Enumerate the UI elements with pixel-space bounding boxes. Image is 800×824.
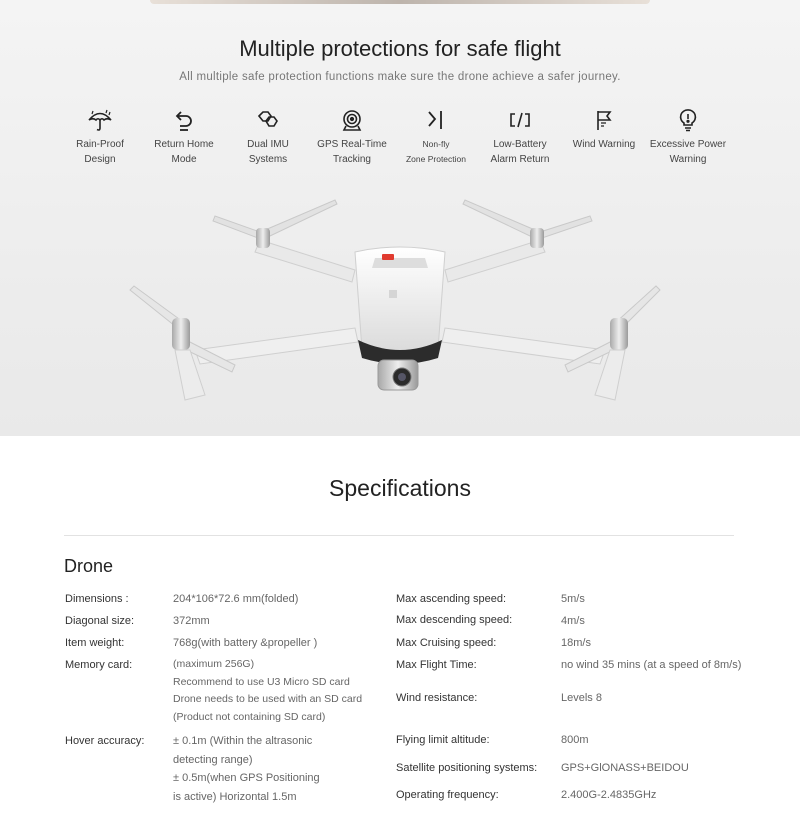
flight-time-label: Max Flight Time: bbox=[396, 659, 477, 671]
drone-image bbox=[120, 190, 680, 430]
gps-target-icon bbox=[340, 108, 364, 132]
dimensions-value: 204*106*72.6 mm(folded) bbox=[173, 593, 299, 605]
feature-gps-tracking bbox=[310, 108, 394, 167]
wind-label: Wind resistance: bbox=[396, 692, 478, 704]
section-divider bbox=[64, 535, 734, 536]
weight-value: 768g(with battery &propeller ) bbox=[173, 637, 318, 649]
weight-label: Item weight: bbox=[65, 637, 125, 649]
feature-dual-imu bbox=[226, 108, 310, 167]
dual-hexagon-icon bbox=[254, 108, 282, 132]
umbrella-icon bbox=[87, 108, 113, 132]
low-battery-icon bbox=[507, 108, 533, 132]
satellite-label: Satellite positioning systems: bbox=[396, 762, 538, 774]
flight-time-value: no wind 35 mins (at a speed of 8m/s) bbox=[561, 659, 742, 671]
memory-value: (maximum 256G) Recommend to use U3 Micro SD card Drone needs to be used with an SD card (Product not containing SD card) bbox=[173, 658, 363, 723]
feature-excessive-power bbox=[646, 108, 730, 167]
diagonal-value: 372mm bbox=[173, 615, 210, 627]
feature-label: Return Home Mode bbox=[154, 139, 214, 165]
feature-label: Low-Battery Alarm Return bbox=[490, 139, 550, 165]
satellite-value: GPS+GlONASS+BEIDOU bbox=[561, 762, 689, 774]
wind-value: Levels 8 bbox=[561, 692, 602, 704]
feature-low-battery bbox=[478, 108, 562, 167]
feature-return-home bbox=[142, 108, 226, 167]
drone-section-heading: Drone bbox=[64, 556, 114, 576]
feature-label: Dual IMU Systems bbox=[247, 139, 289, 165]
altitude-value: 800m bbox=[561, 734, 589, 746]
feature-list bbox=[58, 108, 742, 167]
descend-label: Max descending speed: bbox=[396, 614, 513, 626]
frequency-label: Operating frequency: bbox=[396, 789, 499, 801]
feature-label: Excessive Power Warning bbox=[649, 139, 727, 165]
feature-non-fly-zone bbox=[394, 108, 478, 167]
memory-label: Memory card: bbox=[65, 659, 133, 671]
descend-value: 4m/s bbox=[561, 615, 585, 627]
wind-flag-icon bbox=[592, 108, 616, 132]
feature-rain-proof bbox=[58, 108, 142, 167]
feature-label: GPS Real-Time Tracking bbox=[317, 139, 387, 165]
hero-subtitle: All multiple safe protection functions make sure the drone achieve a safer journey. bbox=[179, 71, 621, 83]
feature-label: Rain-Proof Design bbox=[76, 139, 124, 165]
cruise-value: 18m/s bbox=[561, 637, 591, 649]
return-arrow-icon bbox=[172, 108, 196, 132]
feature-label: Wind Warning bbox=[572, 139, 636, 150]
top-image-edge bbox=[150, 0, 650, 4]
ascend-value: 5m/s bbox=[561, 593, 585, 605]
frequency-value: 2.400G-2.4835GHz bbox=[561, 789, 657, 801]
feature-wind-warning bbox=[562, 108, 646, 167]
hero-title: Multiple protections for safe flight bbox=[239, 36, 561, 61]
diagonal-label: Diagonal size: bbox=[65, 615, 135, 627]
ascend-label: Max ascending speed: bbox=[396, 593, 507, 605]
cruise-label: Max Cruising speed: bbox=[396, 637, 497, 649]
hover-label: Hover accuracy: bbox=[65, 735, 145, 747]
specifications-title: Specifications bbox=[329, 475, 471, 501]
dimensions-label: Dimensions : bbox=[65, 593, 129, 605]
feature-label: Non-fly Zone Protection bbox=[405, 139, 466, 164]
altitude-label: Flying limit altitude: bbox=[396, 734, 490, 746]
no-fly-zone-icon bbox=[424, 108, 448, 132]
hover-value: ± 0.1m (Within the altrasonic detecting range) ± 0.5m(when GPS Positioning is active) Horizontal 1.5m bbox=[173, 735, 320, 803]
warning-bulb-icon bbox=[676, 108, 700, 132]
